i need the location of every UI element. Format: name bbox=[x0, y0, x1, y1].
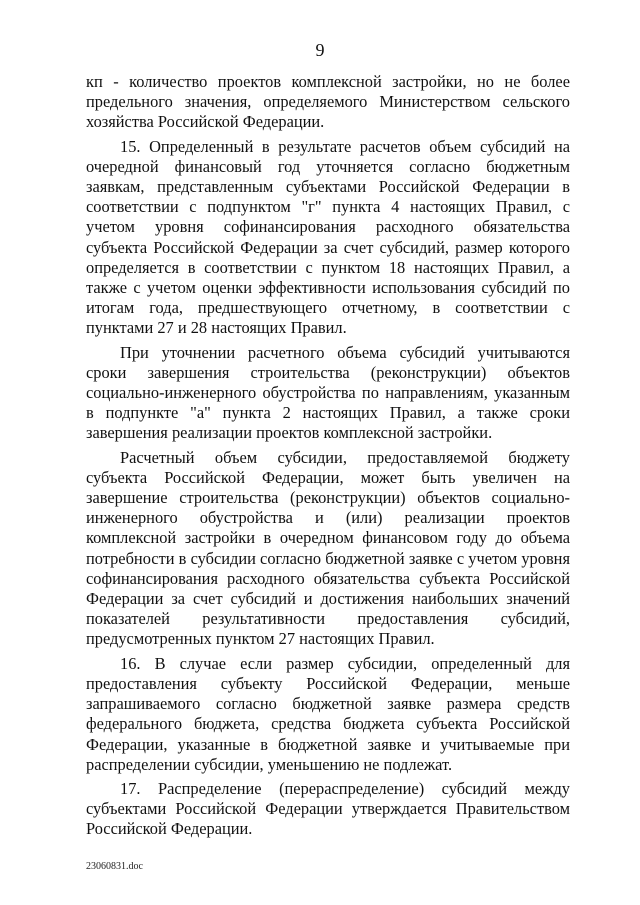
paragraph-item-17: 17. Распределение (перераспределение) субсидий между субъектами Российской Федерации утверждается Правительством Российской Федерации. bbox=[86, 778, 570, 839]
paragraph-item-15: 15. Определенный в результате расчетов объем субсидий на очередной финансовый год уточняется согласно бюджетным заявкам, представленным субъектами Российской Федерации в соответствии с подпунктом "г" пункта 4 настоящих Правил, с учетом уровня софинансирования расходного обязательства субъекта Российской Федерации за счет субсидий, размер которого определяется в соответствии с пунктом 18 настоящих Правил, а также с учетом оценки эффективности использования субсидий по итогам года, предшествующего отчетному, в соответствии с пунктами 27 и 28 настоящих Правил. bbox=[86, 136, 570, 338]
paragraph-deadlines: При уточнении расчетного объема субсидий учитываются сроки завершения строительства (реконструкции) объектов социально-инженерного обустройства по направлениям, указанным в подпункте "а" пункта 2 настоящих Правил, а также сроки завершения реализации проектов комплексной застройки. bbox=[86, 342, 570, 443]
footer-filename: 23060831.doc bbox=[86, 861, 143, 872]
paragraph-subsidy-increase: Расчетный объем субсидии, предоставляемой бюджету субъекта Российской Федерации, может быть увеличен на завершение строительства (реконструкции) объектов социально-инженерного обустройства и (или) реализации проектов комплексной застройки в очередном финансовом году до объема потребности в субсидии согласно бюджетной заявке с учетом уровня софинансирования расходного обязательства субъекта Российской Федерации за счет субсидий и достижения наибольших значений показателей результативности предоставления субсидий, предусмотренных пунктом 27 настоящих Правил. bbox=[86, 447, 570, 649]
document-body bbox=[86, 72, 570, 840]
paragraph-kp-definition: кп - количество проектов комплексной застройки, но не более предельного значения, определяемого Министерством сельского хозяйства Российской Федерации. bbox=[86, 72, 570, 132]
paragraph-item-16: 16. В случае если размер субсидии, определенный для предоставления субъекту Российской Федерации, меньше запрашиваемого согласно бюджетной заявке размера средств федерального бюджета, средства бюджета субъекта Российской Федерации, указанные в бюджетной заявке и учитываемые при распределении субсидии, уменьшению не подлежат. bbox=[86, 653, 570, 774]
page-number: 9 bbox=[315, 40, 325, 60]
